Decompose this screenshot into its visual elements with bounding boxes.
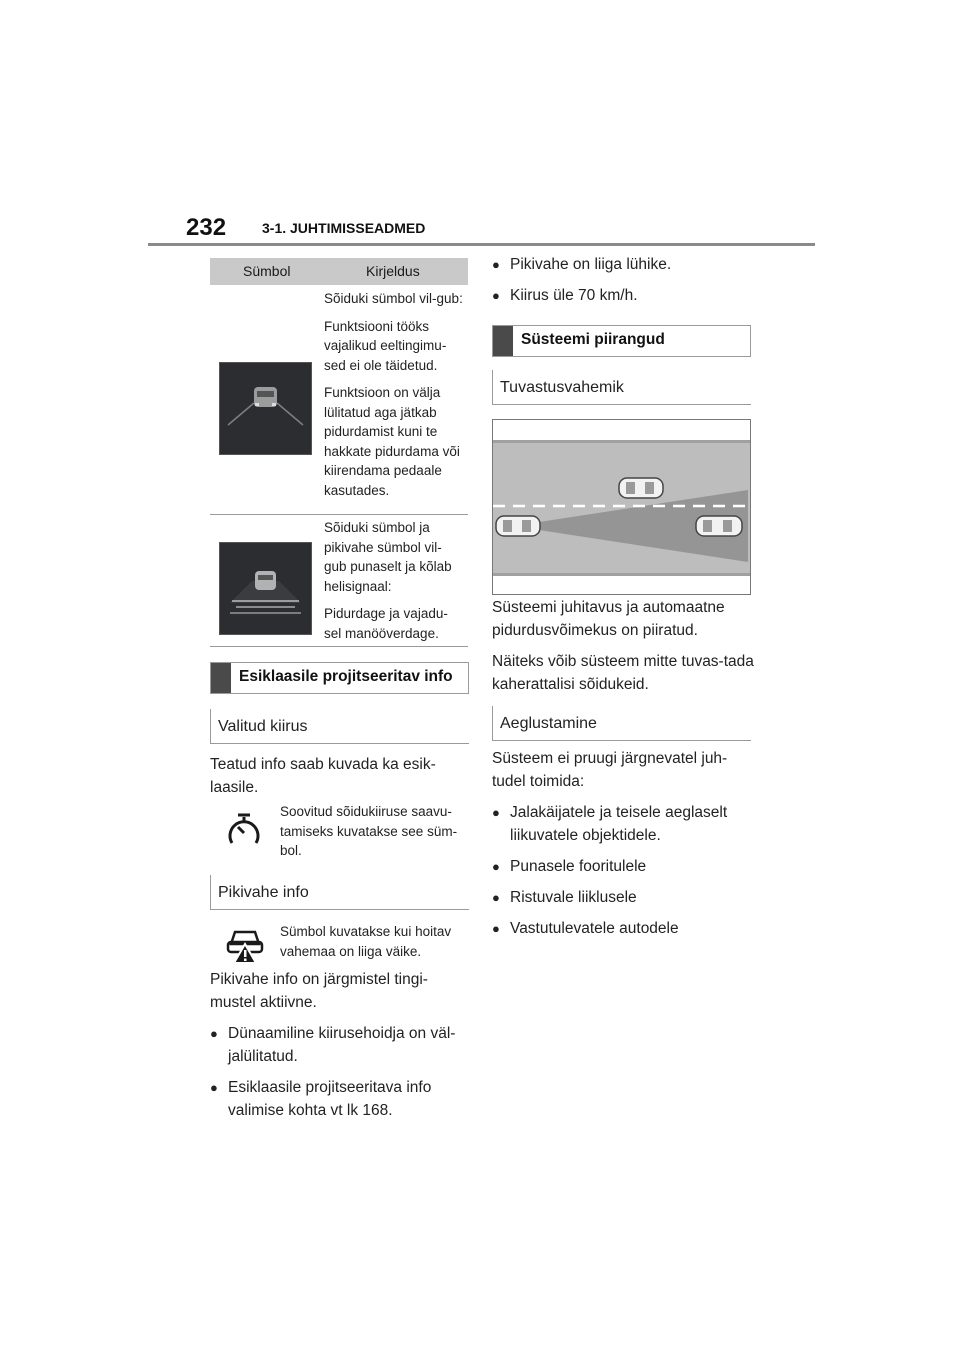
vehicle-symbol-image: [219, 362, 312, 455]
table-row-1-description: Sõiduki sümbol vil-gub: Funktsiooni tööks vajalikud eeltingimu-sed ei ole täidetud. Funktsioon on välja lülitatud aga jätkab pidurdamist kuni te hakkate pidurdama või kiirendama pedaale kasutades.: [324, 291, 463, 498]
table-header: [210, 258, 468, 285]
list-item: ● Esiklaasile projitseeritava info valimise kohta vt lk 168.: [210, 1076, 472, 1122]
car-ahead-icon: [619, 478, 663, 498]
right-top-bullets: [492, 253, 750, 315]
deceleration-text: Süsteem ei pruugi järgnevatel juh-tudel toimida: ● Jalakäijatele ja teisele aeglaselt liikuvatele objektidele. ● Punasele fooritulele ● Ristuvale liiklusele ● Vastutulevatele autodele: [492, 747, 754, 948]
detection-range-illustration: [493, 420, 750, 594]
speed-icon-description: Soovitud sõidukiiruse saavu-tamiseks kuvatakse see süm-bol.: [280, 804, 458, 858]
detection-range-text: Süsteemi juhitavus ja automaatne pidurdusvõimekus on piiratud. Näiteks võib süsteem mitte tuvas-tada kaherattalisi sõidukeid.: [492, 599, 754, 693]
distance-info-text: Pikivahe info on järgmistel tingi-mustel aktiivne. ● Dünaamiline kiirusehoidja on väl-jalülitatud. ● Esiklaasile projitseeritava info valimise kohta vt lk 168.: [210, 968, 472, 1130]
distance-symbol-image: [219, 542, 312, 635]
table-col-symbol: Sümbol: [243, 263, 291, 279]
speedometer-icon: [226, 813, 262, 856]
distance-icon-description: Sümbol kuvatakse kui hoitav vahemaa on liiga väike.: [280, 924, 452, 959]
chapter-title: 3-1. JUHTIMISSEADMED: [262, 220, 426, 236]
table-bottom-rule: [210, 646, 468, 647]
list-item: ● Punasele fooritulele: [492, 855, 754, 878]
car-warning-icon: [225, 924, 265, 969]
table-col-description: Kirjeldus: [366, 263, 420, 279]
table-row-2-description: Sõiduki sümbol ja pikivahe sümbol vil-gub punaselt ja kõlab helisignaal: Pidurdage ja vajadu-sel manööverdage.: [324, 520, 452, 641]
list-item: ● Jalakäijatele ja teisele aeglaselt liikuvatele objektidele.: [492, 801, 754, 847]
detection-range-diagram: [492, 419, 751, 595]
page-number: 232: [186, 214, 227, 241]
own-car-icon: [496, 516, 540, 536]
list-item: ● Pikivahe on liiga lühike.: [492, 253, 750, 276]
list-item: ● Dünaamiline kiirusehoidja on väl-jalülitatud.: [210, 1022, 472, 1068]
header-rule: [148, 243, 815, 246]
subheading-deceleration: Aeglustamine: [492, 706, 751, 741]
car-distance-warning-icon: [220, 543, 311, 634]
section-heading-hud: Esiklaasile projitseeritav info: [210, 662, 469, 694]
car-blinking-icon: [220, 363, 311, 454]
list-item: ● Ristuvale liiklusele: [492, 886, 754, 909]
list-item: ● Kiirus üle 70 km/h.: [492, 284, 750, 307]
subheading-detection-range: Tuvastusvahemik: [492, 370, 751, 405]
table-row-divider: [210, 514, 468, 515]
subheading-distance-info: Pikivahe info: [210, 875, 469, 910]
car-right-icon: [696, 516, 742, 536]
subheading-selected-speed: Valitud kiirus: [210, 709, 469, 744]
selected-speed-text: Teatud info saab kuvada ka esik-laasile.: [210, 756, 436, 796]
list-item: ● Vastutulevatele autodele: [492, 917, 754, 940]
section-heading-limits: Süsteemi piirangud: [492, 325, 751, 357]
